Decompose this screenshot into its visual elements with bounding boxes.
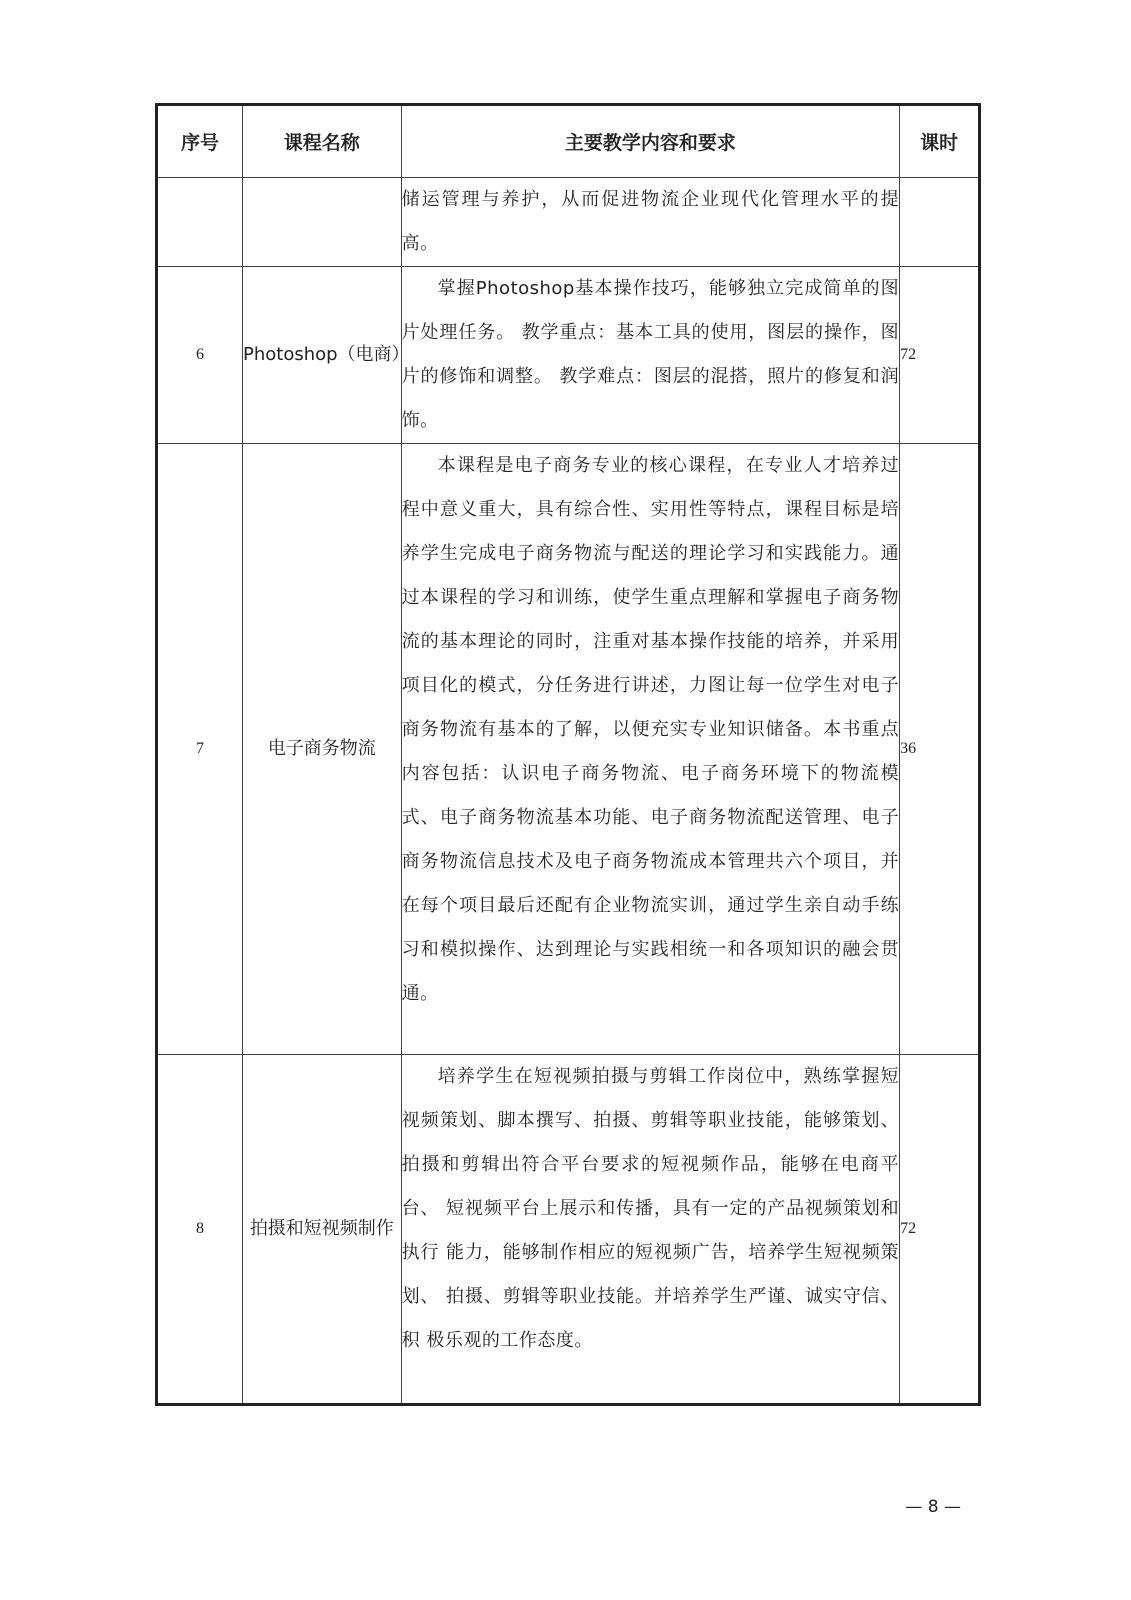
header-content: 主要教学内容和要求	[401, 105, 900, 178]
row-no	[157, 178, 243, 267]
header-hours: 课时	[900, 105, 980, 178]
row-content	[401, 1055, 900, 1405]
row-hours: 72	[900, 1055, 980, 1405]
row-course-name: 电子商务物流	[242, 444, 401, 1055]
row-no: 7	[157, 444, 243, 1055]
row-hours: 72	[900, 267, 980, 444]
table-row	[157, 444, 980, 1055]
row-content	[401, 178, 900, 267]
row-no: 8	[157, 1055, 243, 1405]
row-hours	[900, 178, 980, 267]
row-content-text: 本课程是电子商务专业的核心课程，在专业人才培养过程中意义重大，具有综合性、实用性等特点，课程目标是培养学生完成电子商务物流与配送的理论学习和实践能力。通过本课程的学习和训练，使学生重点理解和掌握电子商务物流的基本理论的同时，注重对基本操作技能的培养，并采用项目化的模式，分任务进行讲述，力图让每一位学生对电子商务物流有基本的了解，以便充实专业知识储备。本书重点内容包括：认识电子商务物流、电子商务环境下的物流模式、电子商务物流基本功能、电子商务物流配送管理、电子商务物流信息技术及电子商务物流成本管理共六个项目，并在每个项目最后还配有企业物流实训，通过学生亲自动手练习和模拟操作、达到理论与实践相统一和各项知识的融会贯通。	[401, 455, 900, 1004]
table-header-row	[157, 105, 980, 178]
row-no: 6	[157, 267, 243, 444]
header-course-name: 课程名称	[242, 105, 401, 178]
course-table	[155, 103, 981, 1406]
row-course-name	[242, 178, 401, 267]
row-hours: 36	[900, 444, 980, 1055]
table-row	[157, 178, 980, 267]
row-course-name: Photoshop（电商）	[242, 267, 401, 444]
row-content	[401, 444, 900, 1055]
row-content-text: 掌握Photoshop基本操作技巧，能够独立完成简单的图片处理任务。 教学重点：基本工具的使用，图层的操作，图片的修饰和调整。 教学难点：图层的混搭，照片的修复和润饰。	[401, 278, 900, 431]
header-no: 序号	[157, 105, 243, 178]
table-row	[157, 267, 980, 444]
row-course-name: 拍摄和短视频制作	[242, 1055, 401, 1405]
table-row	[157, 1055, 980, 1405]
page-number: — 8 —	[905, 1497, 961, 1517]
row-content-text: 培养学生在短视频拍摄与剪辑工作岗位中，熟练掌握短 视频策划、脚本撰写、拍摄、剪辑等职业技能，能够策划、 拍摄和剪辑出符合平台要求的短视频作品，能够在电商平台、 短视频平台上展示和传播，具有一定的产品视频策划和执行 能力，能够制作相应的短视频广告，培养学生短视频策划、 拍摄、剪辑等职业技能。并培养学生严谨、诚实守信、积 极乐观的工作态度。	[401, 1066, 900, 1351]
row-content	[401, 267, 900, 444]
row-content-text: 储运管理与养护，从而促进物流企业现代化管理水平的提高。	[401, 189, 900, 254]
